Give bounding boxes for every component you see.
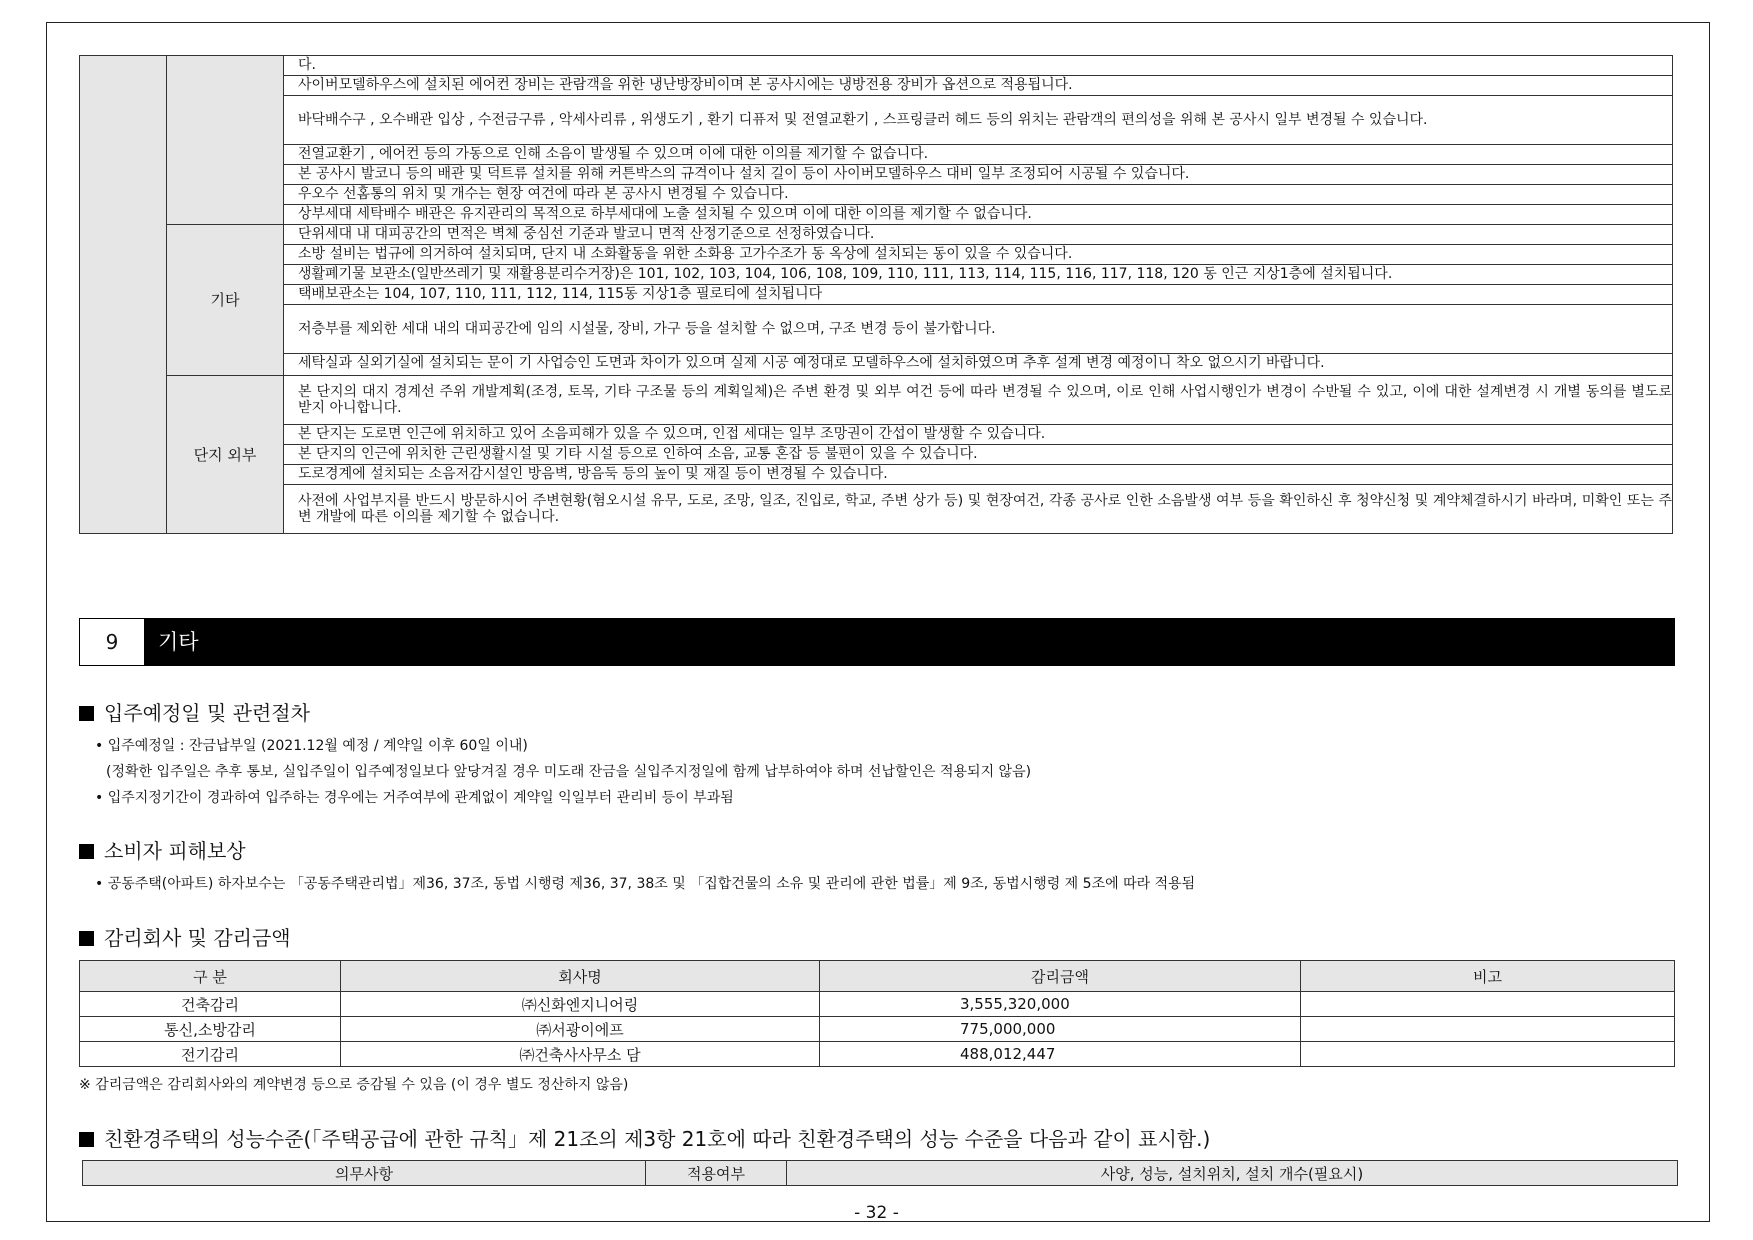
cell-type: 통신,소방감리: [80, 1017, 341, 1042]
notes-text: 본 단지의 대지 경계선 주위 개발계획(조경, 토목, 기타 구조물 등의 계획일체)은 주변 환경 및 외부 여건 등에 따라 변경될 수 있으며, 이로 인해 사업시행인가 변경이 수반될 수 있고, 이에 대한 설계변경 시 개별 동의를 별도로 받지 아니합니다.: [284, 376, 1673, 425]
table-row: [80, 1042, 1675, 1067]
notes-text: 택배보관소는 104, 107, 110, 111, 112, 114, 115동 지상1층 필로티에 설치됩니다: [284, 285, 1673, 305]
notes-row: [80, 145, 1673, 165]
section-title: 기타: [158, 630, 199, 654]
move-in-heading: 입주예정일 및 관련절차: [79, 697, 310, 726]
notes-text: 본 단지의 인근에 위치한 근린생활시설 및 기타 시설 등으로 인하여 소음, 교통 혼잡 등 불편이 있을 수 있습니다.: [284, 445, 1673, 465]
notes-text: 도로경계에 설치되는 소음저감시설인 방음벽, 방음둑 등의 높이 및 재질 등이 변경될 수 있습니다.: [284, 465, 1673, 485]
cell-note: [1301, 1042, 1675, 1067]
notes-row: [80, 76, 1673, 96]
move-in-line-2: (정확한 입주일은 추후 통보, 실입주일이 입주예정일보다 앞당겨질 경우 미도래 잔금을 실입주지정일에 함께 납부하여야 하며 선납할인은 적용되지 않음): [106, 764, 1032, 780]
square-bullet-icon: [79, 1132, 94, 1147]
notes-text: 다.: [284, 56, 1673, 76]
square-bullet-icon: [79, 931, 94, 946]
col-header-obligation: 의무사항: [83, 1161, 646, 1186]
table-row: [80, 1017, 1675, 1042]
notes-text: 우오수 선홈통의 위치 및 개수는 현장 여건에 따라 본 공사시 변경될 수 있습니다.: [284, 185, 1673, 205]
move-in-line-3: • 입주지정기간이 경과하여 입주하는 경우에는 거주여부에 관계없이 계약일 익일부터 관리비 등이 부과됨: [95, 790, 734, 806]
notes-text: 사전에 사업부지를 반드시 방문하시어 주변현황(혐오시설 유무, 도로, 조망, 일조, 진입로, 학교, 주변 상가 등) 및 현장여건, 각종 공사로 인한 소음발생 여부 등을 확인하신 후 청약신청 및 계약체결하시기 바라며, 미확인 또는 주변 개발에 따른 이의를 제기할 수 없습니다.: [284, 485, 1673, 534]
notes-row: [80, 465, 1673, 485]
col-header-note: 비고: [1301, 961, 1675, 992]
notes-text: 전열교환기 , 에어컨 등의 가동으로 인해 소음이 발생될 수 있으며 이에 대한 이의를 제기할 수 없습니다.: [284, 145, 1673, 165]
notes-row: [80, 485, 1673, 534]
col-header-spec: 사양, 성능, 설치위치, 설치 개수(필요시): [787, 1161, 1678, 1186]
notes-text: 본 단지는 도로면 인근에 위치하고 있어 소음피해가 있을 수 있으며, 인접 세대는 일부 조망권이 간섭이 발생할 수 있습니다.: [284, 425, 1673, 445]
notes-group-label: [167, 56, 284, 225]
cell-note: [1301, 1017, 1675, 1042]
cell-company: ㈜건축사사무소 담: [341, 1042, 820, 1067]
notes-text: 사이버모델하우스에 설치된 에어컨 장비는 관람객을 위한 냉난방장비이며 본 공사시에는 냉방전용 장비가 옵션으로 적용됩니다.: [284, 76, 1673, 96]
section-bar: [79, 618, 1675, 666]
col-header-applied: 적용여부: [646, 1161, 787, 1186]
notes-text: 상부세대 세탁배수 배관은 유지관리의 목적으로 하부세대에 노출 설치될 수 있으며 이에 대한 이의를 제기할 수 없습니다.: [284, 205, 1673, 225]
square-bullet-icon: [79, 844, 94, 859]
cell-amount: 3,555,320,000: [820, 992, 1301, 1017]
notes-row: [80, 376, 1673, 425]
section-number: 9: [79, 618, 145, 666]
page-number: - 32 -: [854, 1203, 899, 1223]
notes-row: [80, 185, 1673, 205]
notes-row: [80, 285, 1673, 305]
notes-row: [80, 56, 1673, 76]
notes-text: 소방 설비는 법규에 의거하여 설치되며, 단지 내 소화활동을 위한 소화용 고가수조가 동 옥상에 설치되는 동이 있을 수 있습니다.: [284, 245, 1673, 265]
notes-row: [80, 445, 1673, 465]
notes-row: [80, 96, 1673, 145]
cell-note: [1301, 992, 1675, 1017]
eco-heading: 친환경주택의 성능수준(「주택공급에 관한 규칙」제 21조의 제3항 21호에 따라 친환경주택의 성능 수준을 다음과 같이 표시함.): [79, 1123, 1210, 1152]
notes-text: 바닥배수구 , 오수배관 입상 , 수전금구류 , 악세사리류 , 위생도기 , 환기 디퓨저 및 전열교환기 , 스프링클러 헤드 등의 위치는 관람객의 편의성을 위해 본 공사시 일부 변경될 수 있습니다.: [284, 96, 1673, 145]
supervision-heading: 감리회사 및 감리금액: [79, 922, 291, 951]
notes-category-cell: [80, 56, 167, 534]
notes-row: [80, 205, 1673, 225]
notes-row: [80, 245, 1673, 265]
notes-table: [79, 55, 1673, 534]
cell-type: 전기감리: [80, 1042, 341, 1067]
notes-row: [80, 225, 1673, 245]
cell-type: 건축감리: [80, 992, 341, 1017]
notes-row: [80, 165, 1673, 185]
notes-text: 본 공사시 발코니 등의 배관 및 덕트류 설치를 위해 커튼박스의 규격이나 설치 길이 등이 사이버모델하우스 대비 일부 조정되어 시공될 수 있습니다.: [284, 165, 1673, 185]
notes-row: [80, 425, 1673, 445]
notes-row: [80, 354, 1673, 376]
notes-text: 저층부를 제외한 세대 내의 대피공간에 임의 시설물, 장비, 가구 등을 설치할 수 없으며, 구조 변경 등이 불가합니다.: [284, 305, 1673, 354]
col-header-company: 회사명: [341, 961, 820, 992]
cell-amount: 488,012,447: [820, 1042, 1301, 1067]
notes-text: 생활폐기물 보관소(일반쓰레기 및 재활용분리수거장)은 101, 102, 103, 104, 106, 108, 109, 110, 111, 113, 114, 115, 116, 117, 118, 120 동 인근 지상1층에 설치됩니다.: [284, 265, 1673, 285]
consumer-line-1: • 공동주택(아파트) 하자보수는 「공동주택관리법」제36, 37조, 동법 시행령 제36, 37, 38조 및 「집합건물의 소유 및 관리에 관한 법률」제 9조, 동법시행령 제 5조에 따라 적용됨: [95, 876, 1196, 892]
cell-company: ㈜신화엔지니어링: [341, 992, 820, 1017]
eco-table: [82, 1160, 1678, 1186]
notes-group-label: 기타: [167, 225, 284, 376]
supervision-footnote: ※ 감리금액은 감리회사와의 계약변경 등으로 증감될 수 있음 (이 경우 별도 정산하지 않음): [79, 1077, 629, 1093]
square-bullet-icon: [79, 706, 94, 721]
consumer-heading: 소비자 피해보상: [79, 835, 246, 864]
col-header-amount: 감리금액: [820, 961, 1301, 992]
move-in-line-1: • 입주예정일 : 잔금납부일 (2021.12월 예정 / 계약일 이후 60일 이내): [95, 738, 528, 754]
notes-text: 단위세대 내 대피공간의 면적은 벽체 중심선 기준과 발코니 면적 산정기준으로 선정하였습니다.: [284, 225, 1673, 245]
notes-text: 세탁실과 실외기실에 설치되는 문이 기 사업승인 도면과 차이가 있으며 실제 시공 예정대로 모델하우스에 설치하였으며 추후 설계 변경 예정이니 착오 없으시기 바랍니다.: [284, 354, 1673, 376]
table-row: [80, 992, 1675, 1017]
cell-amount: 775,000,000: [820, 1017, 1301, 1042]
notes-group-label: 단지 외부: [167, 376, 284, 534]
col-header-type: 구 분: [80, 961, 341, 992]
notes-row: [80, 305, 1673, 354]
supervision-table: [79, 960, 1675, 1067]
cell-company: ㈜서광이에프: [341, 1017, 820, 1042]
notes-row: [80, 265, 1673, 285]
